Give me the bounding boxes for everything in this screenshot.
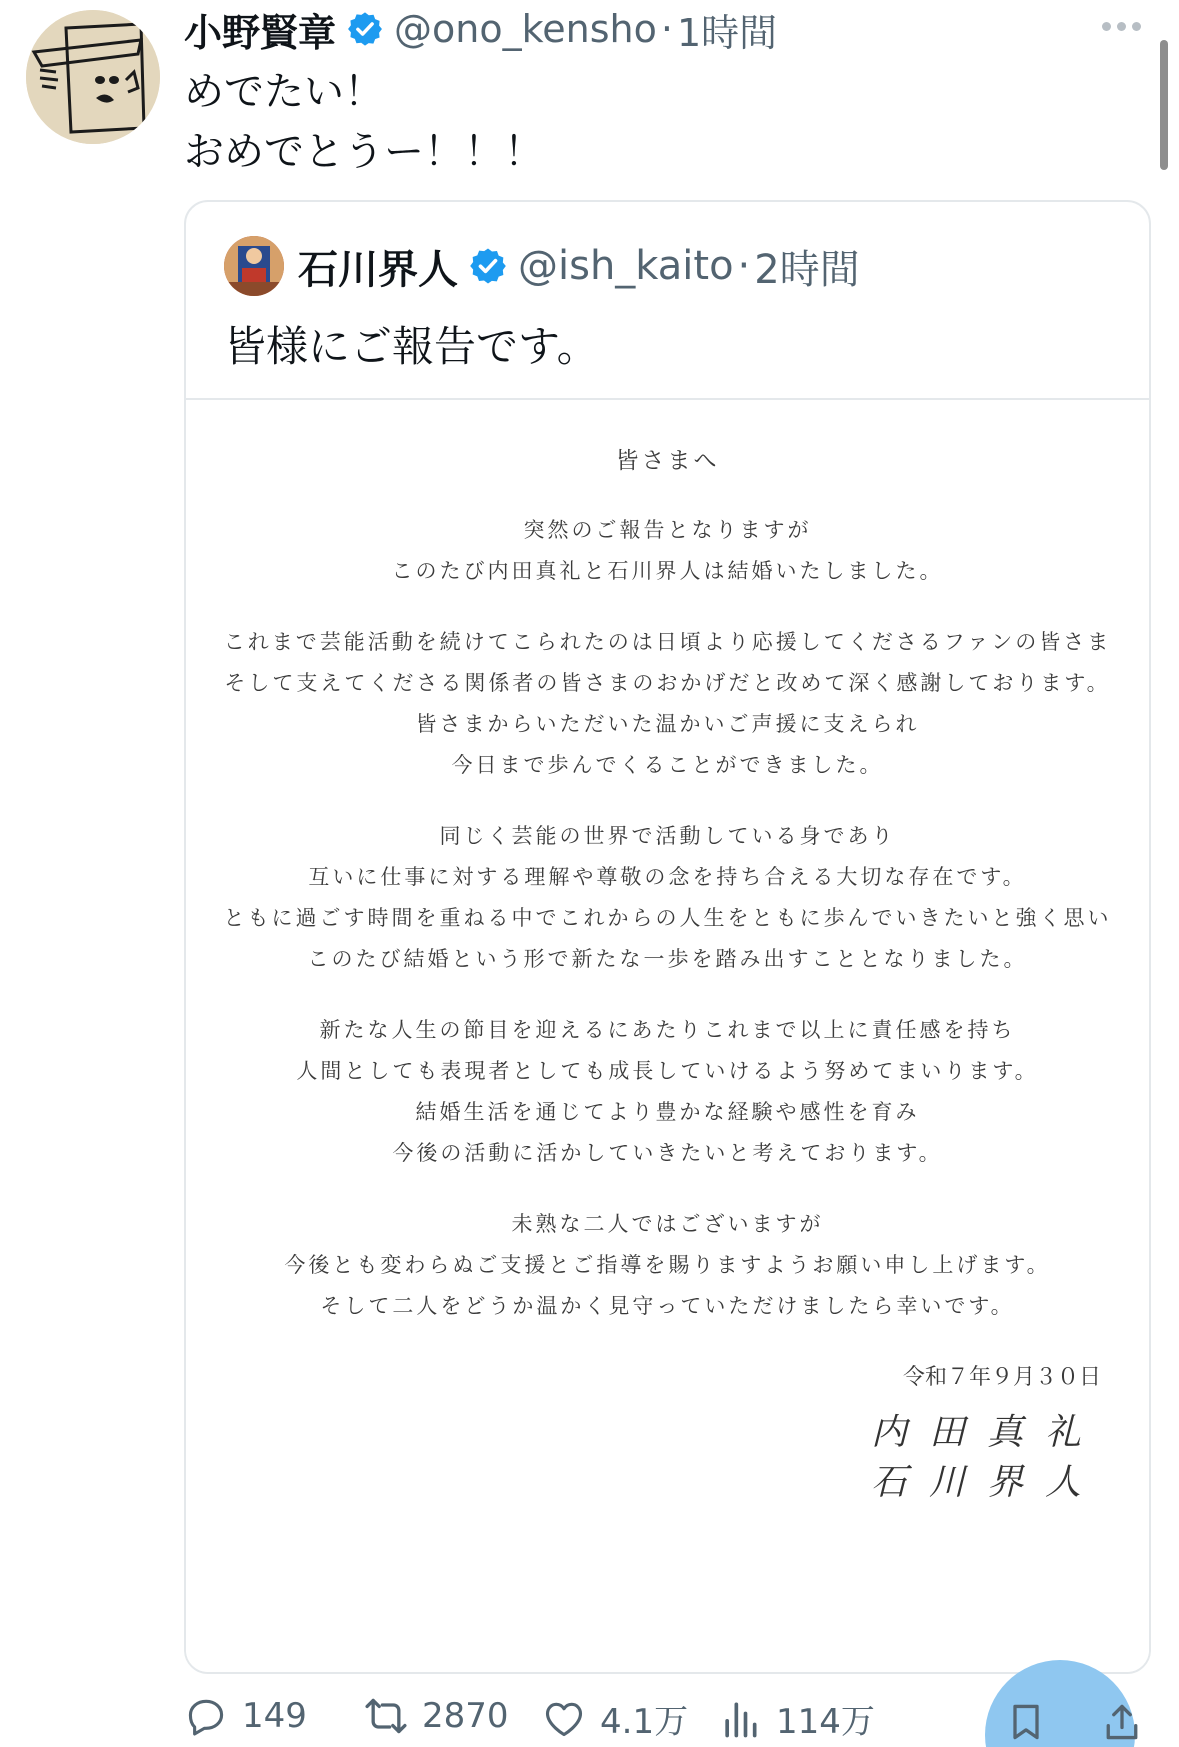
reply-button[interactable] bbox=[184, 1694, 307, 1738]
retweet-count: 2870 bbox=[422, 1696, 509, 1736]
letter-line: 皆さまからいただいた温かいご声援に支えられ bbox=[415, 712, 920, 736]
views-button[interactable] bbox=[718, 1694, 875, 1743]
share-icon[interactable] bbox=[1100, 1700, 1144, 1744]
quoted-author-avatar[interactable] bbox=[224, 236, 284, 296]
author-handle[interactable]: @ono_kensho bbox=[394, 7, 657, 51]
verified-badge-icon bbox=[468, 246, 508, 286]
letter-line: そして二人をどうか温かく見守っていただけましたら幸いです。 bbox=[320, 1294, 1015, 1318]
tweet-time[interactable]: 1時間 bbox=[676, 10, 778, 55]
like-button[interactable] bbox=[542, 1694, 688, 1743]
like-count: 4.1万 bbox=[600, 1702, 689, 1742]
quoted-author-name[interactable]: 石川界人 bbox=[298, 246, 458, 293]
scrollbar[interactable] bbox=[1160, 40, 1168, 170]
separator-dot: · bbox=[737, 243, 751, 289]
announcement-image[interactable] bbox=[186, 400, 1149, 1674]
separator-dot: · bbox=[660, 7, 673, 51]
retweet-icon bbox=[364, 1694, 408, 1738]
tweet-text-line: めでたい！ bbox=[184, 69, 384, 115]
letter-line: 今後とも変わらぬご支援とご指導を賜りますようお願い申し上げます。 bbox=[284, 1253, 1051, 1277]
letter-greeting: 皆さまへ bbox=[615, 448, 720, 474]
tweet-text bbox=[184, 62, 544, 182]
letter-line: 今後の活動に活かしていきたいと考えております。 bbox=[392, 1141, 943, 1165]
letter-line: 人間としても表現者としても成長していけるよう努めてまいります。 bbox=[296, 1059, 1039, 1083]
verified-badge-icon bbox=[346, 10, 384, 48]
retweet-button[interactable] bbox=[364, 1694, 509, 1738]
analytics-icon bbox=[718, 1697, 762, 1741]
letter-line: ともに過ごす時間を重ねる中でこれからの人生をともに歩んでいきたいと強く思い bbox=[223, 906, 1112, 930]
letter-line: 突然のご報告となりますが bbox=[523, 518, 812, 542]
quoted-tweet-card[interactable] bbox=[184, 200, 1151, 1674]
author-avatar[interactable] bbox=[26, 10, 160, 144]
quoted-author-handle[interactable]: @ish_kaito bbox=[518, 243, 734, 289]
views-count: 114万 bbox=[776, 1702, 875, 1742]
letter-line: これまで芸能活動を続けてこられたのは日頃より応援してくださるファンの皆さま bbox=[223, 630, 1112, 654]
letter-line: そして支えてくださる関係者の皆さまのおかげだと改めて深く感謝しております。 bbox=[224, 671, 1111, 695]
letter-line: このたび結婚という形で新たな一歩を踏み出すこととなりました。 bbox=[307, 947, 1028, 971]
letter-line: 未熟な二人ではございますが bbox=[511, 1212, 824, 1236]
author-name[interactable]: 小野賢章 bbox=[184, 10, 337, 55]
reply-count: 149 bbox=[242, 1696, 307, 1736]
reply-icon bbox=[184, 1694, 228, 1738]
letter-line: 同じく芸能の世界で活動している身であり bbox=[439, 824, 896, 848]
quoted-tweet-header bbox=[224, 236, 860, 296]
letter-line: 互いに仕事に対する理解や尊敬の念を持ち合える大切な存在です。 bbox=[308, 865, 1027, 889]
quoted-tweet-time[interactable]: 2時間 bbox=[754, 246, 860, 293]
more-options-icon[interactable] bbox=[1102, 22, 1141, 31]
signature: 内田真礼 bbox=[870, 1412, 1103, 1453]
letter-line: 今日まで歩んでくることができました。 bbox=[451, 753, 884, 777]
tweet-header bbox=[184, 4, 777, 54]
bookmark-icon[interactable] bbox=[1004, 1700, 1048, 1744]
letter-date: 令和７年９月３０日 bbox=[902, 1365, 1101, 1390]
letter-line: 新たな人生の節目を迎えるにあたりこれまで以上に責任感を持ち bbox=[319, 1018, 1016, 1042]
tweet-text-line: おめでとうー！！！ bbox=[184, 129, 544, 175]
letter-line: 結婚生活を通じてより豊かな経験や感性を育み bbox=[415, 1100, 920, 1124]
quoted-tweet-text: 皆様にご報告です。 bbox=[224, 322, 599, 371]
letter-line: このたび内田真礼と石川界人は結婚いたしました。 bbox=[391, 559, 944, 583]
heart-icon bbox=[542, 1697, 586, 1741]
signature: 石川界人 bbox=[870, 1462, 1103, 1503]
